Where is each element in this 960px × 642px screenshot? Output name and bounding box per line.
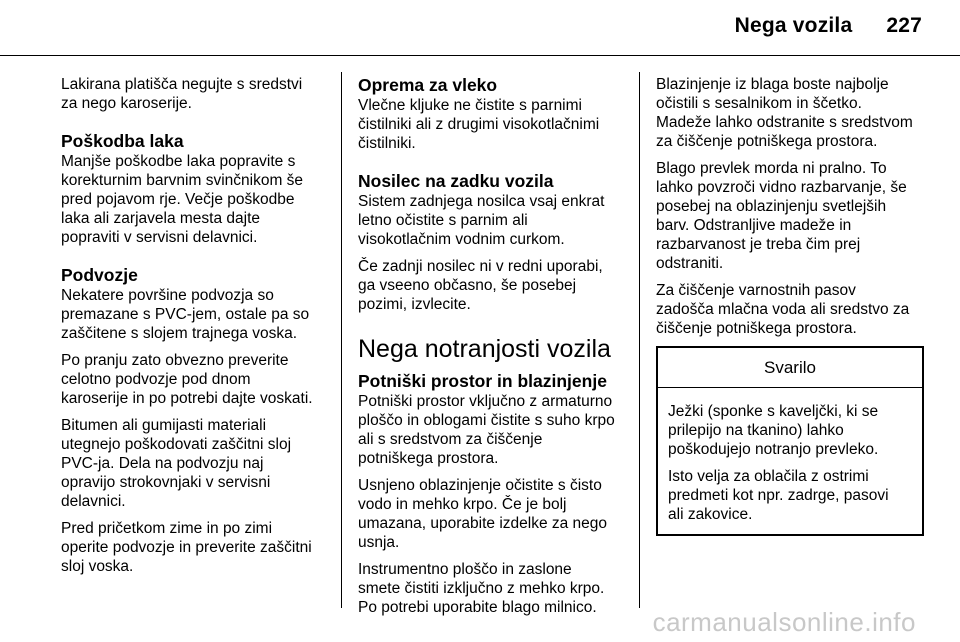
text-line: Madeže lahko odstranite s sredstvom: [656, 114, 913, 131]
text-line: razbarvanost je treba čim prej: [656, 236, 861, 253]
column-divider: [341, 72, 342, 608]
warning-title: Svarilo: [658, 348, 922, 388]
text-line: korekturnim barvnim svinčnikom še: [61, 172, 304, 189]
text-line: sloj voska.: [61, 558, 134, 575]
watermark: carmanualsonline.info: [652, 607, 916, 637]
column-1: [61, 75, 331, 584]
header-rule: [0, 55, 960, 56]
text-line: čistilniki ali z drugimi visokotlačnimi: [358, 116, 600, 133]
text-line: zaščitene s slojem trajnega voska.: [61, 325, 298, 342]
heading-podvozje: Podvozje: [61, 265, 138, 285]
paragraph: [61, 519, 331, 576]
text-line: Instrumentno ploščo in zaslone: [358, 561, 572, 578]
text-line: Isto velja za oblačila z ostrimi: [668, 468, 869, 485]
text-line: Usnjeno oblazinjenje očistite s čisto: [358, 477, 602, 494]
column-divider: [639, 72, 640, 608]
paragraph: [656, 75, 926, 151]
text-line: usnja.: [358, 534, 400, 551]
text-line: umazana, uporabite izdelke za nego: [358, 515, 608, 532]
paragraph: [61, 286, 331, 343]
text-line: delavnici.: [61, 493, 126, 510]
text-line: visokotlačnim vodnim curkom.: [358, 231, 565, 248]
section-title: Nega vozila: [734, 14, 853, 37]
text-line: utegnejo poškodovati zaščitni sloj: [61, 436, 292, 453]
paragraph: [61, 416, 331, 511]
text-line: potniškega prostora.: [358, 450, 499, 467]
paragraph: [61, 75, 331, 113]
warning-box: [656, 346, 924, 536]
paragraph: [61, 351, 331, 408]
text-line: Sistem zadnjega nosilca vsaj enkrat: [358, 193, 605, 210]
text-line: ga vseeno občasno, še posebej: [358, 277, 577, 294]
text-line: Lakirana platišča negujte s sredstvi: [61, 76, 303, 93]
heading-nosilec: Nosilec na zadku vozila: [358, 171, 554, 191]
paragraph: [358, 476, 628, 552]
text-line: Ježki (sponke s kaveljčki, ki se: [668, 403, 879, 420]
text-line: prilepijo na tkanino) lahko: [668, 422, 844, 439]
text-line: ali s sredstvom za čiščenje: [358, 431, 543, 448]
text-line: očistili s sesalnikom in ščetko.: [656, 95, 862, 112]
text-line: Blago prevlek morda ni pralno. To: [656, 160, 887, 177]
paragraph: [358, 560, 628, 617]
text-line: vodo in mehko krpo. Če je bolj: [358, 496, 567, 513]
text-line: Nekatere površine podvozja so: [61, 287, 274, 304]
paragraph: [668, 467, 912, 524]
text-line: pred pojavom rje. Večje poškodbe: [61, 191, 295, 208]
text-line: Bitumen ali gumijasti materiali: [61, 417, 267, 434]
text-line: letno očistite s parnim ali: [358, 212, 528, 229]
text-line: čiščenje potniškega prostora.: [656, 320, 857, 337]
text-line: Vlečne kljuke ne čistite s parnimi: [358, 97, 582, 114]
text-line: ploščo in oblogami čistite s suho krpo: [358, 412, 615, 429]
text-line: Po potrebi uporabite blago milnico.: [358, 599, 597, 616]
text-line: karoserije in po potrebi dajte voskati.: [61, 390, 313, 407]
text-line: popraviti v servisni delavnici.: [61, 229, 258, 246]
paragraph: [668, 402, 912, 459]
column-2: [358, 75, 628, 625]
heading-nega-notranjosti: Nega notranjosti vozila: [358, 335, 611, 363]
text-line: ali zakovice.: [668, 506, 753, 523]
paragraph: [61, 152, 331, 247]
text-line: barv. Odstranljive madeže in: [656, 217, 852, 234]
text-line: čistilniki.: [358, 135, 416, 152]
text-line: Pred pričetkom zime in po zimi: [61, 520, 273, 537]
paragraph: [358, 96, 628, 153]
text-line: Po pranju zato obvezno preverite: [61, 352, 289, 369]
text-line: Potniški prostor vključno z armaturno: [358, 393, 613, 410]
heading-poskodba-laka: Poškodba laka: [61, 131, 184, 151]
text-line: smete čistiti izključno z mehko krpo.: [358, 580, 605, 597]
page-header: [735, 14, 922, 38]
text-line: operite podvozje in preverite zaščitni: [61, 539, 312, 556]
text-line: pozimi, izvlecite.: [358, 296, 471, 313]
text-line: Manjše poškodbe laka popravite s: [61, 153, 296, 170]
paragraph: [656, 159, 926, 273]
warning-body: [658, 388, 922, 534]
column-3: [656, 75, 926, 536]
text-line: posebej na oblazinjenju svetlejših: [656, 198, 887, 215]
text-line: poškodujejo notranjo prevleko.: [668, 441, 879, 458]
text-line: predmeti kot npr. zadrge, pasovi: [668, 487, 889, 504]
text-line: Če zadnji nosilec ni v redni uporabi,: [358, 258, 603, 275]
text-line: za nego karoserije.: [61, 95, 192, 112]
page-number: 227: [886, 14, 922, 37]
text-line: premazane s PVC-jem, ostale pa so: [61, 306, 310, 323]
text-line: Blazinjenje iz blaga boste najbolje: [656, 76, 889, 93]
text-line: lahko povzroči vidno razbarvanje, še: [656, 179, 907, 196]
text-line: laka ali zarjavela mesta dajte: [61, 210, 261, 227]
heading-potniski-prostor: Potniški prostor in blazinjenje: [358, 371, 607, 391]
text-line: zadošča mlačna voda ali sredstvo za: [656, 301, 910, 318]
text-line: PVC-ja. Dela na podvozju naj: [61, 455, 264, 472]
text-line: celotno podvozje pod dnom: [61, 371, 251, 388]
paragraph: [358, 392, 628, 468]
text-line: odstraniti.: [656, 255, 724, 272]
heading-oprema-za-vleko: Oprema za vleko: [358, 75, 498, 95]
text-line: opravijo strokovnjaki v servisni: [61, 474, 271, 491]
paragraph: [656, 281, 926, 338]
text-line: Za čiščenje varnostnih pasov: [656, 282, 856, 299]
paragraph: [358, 257, 628, 314]
text-line: za čiščenje potniškega prostora.: [656, 133, 878, 150]
paragraph: [358, 192, 628, 249]
